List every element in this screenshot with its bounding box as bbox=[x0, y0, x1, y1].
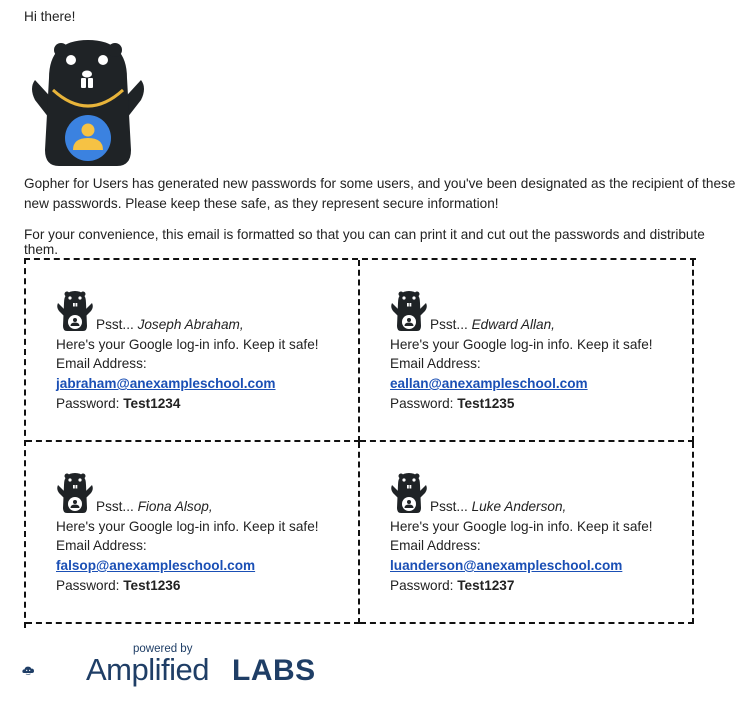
password-card bbox=[360, 442, 694, 624]
labs-label: LABS bbox=[232, 654, 316, 687]
password-label: Password: bbox=[56, 396, 120, 411]
password-value: Test1234 bbox=[123, 396, 181, 411]
recipient-name: Joseph Abraham, bbox=[137, 317, 244, 332]
recipient-name: Fiona Alsop, bbox=[137, 499, 213, 514]
convenience-paragraph: For your convenience, this email is formatted so that you can can print it and cut out the passwords and distribute them. bbox=[24, 227, 705, 257]
password-cards-grid bbox=[24, 258, 696, 628]
psst-label: Psst... bbox=[430, 317, 468, 332]
greeting: Hi there! bbox=[24, 9, 76, 24]
intro-paragraph: Gopher for Users has generated new passwords for some users, and you've been designated as the recipient of these new passwords. Please keep these safe, as they represent secure information! bbox=[24, 176, 736, 211]
info-text: Here's your Google log-in info. Keep it safe! bbox=[56, 337, 319, 352]
email-label: Email Address: bbox=[56, 538, 147, 553]
password-label: Password: bbox=[56, 578, 120, 593]
email-link[interactable]: falsop@anexampleschool.com bbox=[56, 558, 256, 573]
psst-label: Psst... bbox=[96, 317, 134, 332]
password-value: Test1236 bbox=[123, 578, 181, 593]
email-link[interactable]: jabraham@anexampleschool.com bbox=[56, 376, 276, 391]
info-text: Here's your Google log-in info. Keep it safe! bbox=[390, 337, 653, 352]
recipient-name: Edward Allan, bbox=[471, 317, 555, 332]
psst-label: Psst... bbox=[96, 499, 134, 514]
password-card bbox=[26, 260, 360, 442]
password-label: Password: bbox=[390, 396, 454, 411]
powered-by-label: powered by bbox=[133, 643, 193, 655]
email-link[interactable]: eallan@anexampleschool.com bbox=[390, 376, 588, 391]
password-value: Test1237 bbox=[457, 578, 515, 593]
email-label: Email Address: bbox=[390, 356, 481, 371]
email-label: Email Address: bbox=[56, 356, 147, 371]
cloud-gopher-logo-icon bbox=[22, 645, 86, 695]
password-card bbox=[26, 442, 360, 624]
gopher-mini-icon bbox=[56, 472, 94, 514]
info-text: Here's your Google log-in info. Keep it safe! bbox=[390, 519, 653, 534]
recipient-name: Luke Anderson, bbox=[471, 499, 567, 514]
email-link[interactable]: luanderson@anexampleschool.com bbox=[390, 558, 623, 573]
password-label: Password: bbox=[390, 578, 454, 593]
gopher-mini-icon bbox=[56, 290, 94, 332]
gopher-mini-icon bbox=[390, 472, 428, 514]
password-card bbox=[360, 260, 694, 442]
password-value: Test1235 bbox=[457, 396, 515, 411]
brand-name: Amplified bbox=[86, 652, 209, 687]
psst-label: Psst... bbox=[430, 499, 468, 514]
gopher-mini-icon bbox=[390, 290, 428, 332]
info-text: Here's your Google log-in info. Keep it safe! bbox=[56, 519, 319, 534]
email-label: Email Address: bbox=[390, 538, 481, 553]
gopher-mascot-icon bbox=[27, 38, 149, 168]
